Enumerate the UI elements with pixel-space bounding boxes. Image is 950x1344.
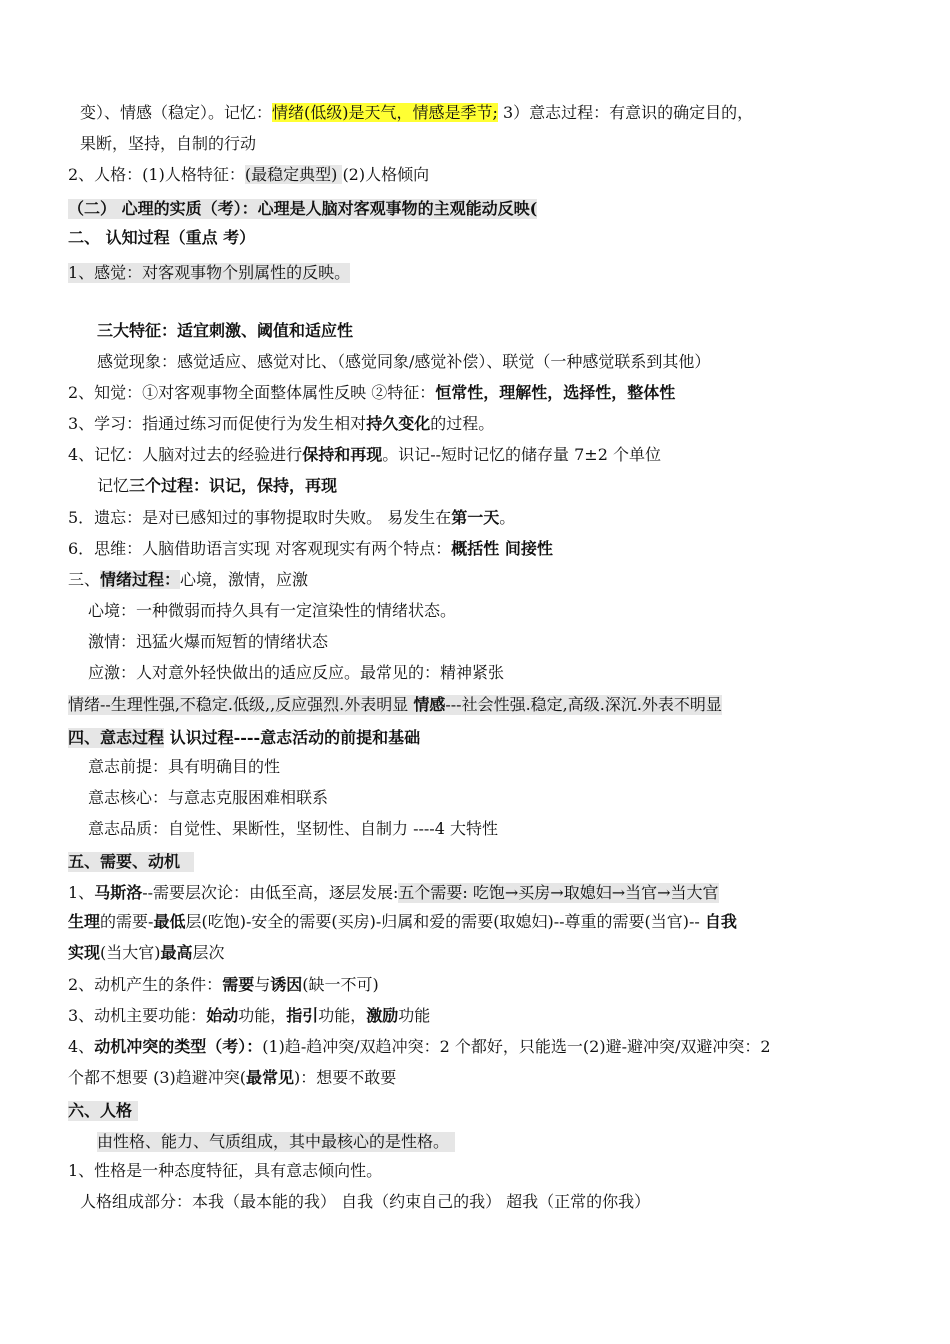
text: 。 — [499, 508, 516, 527]
highlighted-heading: 四、意志过程 — [68, 728, 165, 747]
text: 4、记忆：人脑对过去的经验进行 — [68, 445, 303, 464]
text: 。识记--短时记忆的储存量 7±2 个单位 — [382, 445, 661, 464]
text: 心境，激情，应激 — [180, 570, 309, 589]
heading-personality — [68, 1101, 138, 1121]
text: (2)人格倾向 — [342, 165, 430, 184]
text: 层次 — [192, 943, 225, 962]
line-sensation-phenomena: 感觉现象：感觉适应、感觉对比、（感觉同象/感觉补偿）、联觉（一种感觉联系到其他） — [97, 352, 711, 371]
bold-text: 情感 — [413, 695, 446, 714]
line-sensation — [68, 263, 350, 283]
text: 变）、情感（稳定）。记忆： — [80, 103, 273, 122]
heading-will-process — [68, 728, 420, 748]
highlighted-text: 1、感觉：对客观事物个别属性的反映。 — [68, 263, 351, 282]
text: 1、 — [68, 883, 95, 902]
bold-text: 实现 — [68, 943, 101, 962]
line-personality-composition — [97, 1132, 455, 1152]
bold-text: 始动 — [206, 1006, 239, 1025]
bold-text: 生理 — [68, 912, 101, 931]
text: 认识过程----意志活动的前提和基础 — [164, 728, 421, 747]
bold-text: 需要 — [222, 975, 255, 994]
text: 3、动机主要功能： — [68, 1006, 207, 1025]
text: 功能， — [238, 1006, 287, 1025]
line-stress: 应激：人对意外轻快做出的适应反应。最常见的：精神紧张 — [88, 663, 505, 682]
highlighted-text: 五个需要: 吃饱→买房→取媳妇→当官→当大官 — [398, 883, 719, 902]
line-learning — [68, 416, 494, 432]
bold-text: 概括性 间接性 — [451, 539, 553, 558]
line-will-actions: 果断，坚持，自制的行动 — [80, 134, 257, 153]
line-motivation-conditions — [68, 977, 379, 993]
line-sensation-features: 三大特征：适宜刺激、阈值和适应性 — [97, 321, 354, 340]
text: 的需要- — [100, 912, 154, 931]
text: 3）意志过程：有意识的确定目的， — [497, 103, 754, 122]
text: 三、 — [68, 570, 101, 589]
text: ---社会性强.稳定,高级.深沉.外表不明显 — [445, 695, 722, 714]
line-will-premise: 意志前提：具有明确目的性 — [88, 757, 281, 776]
line-motivation-functions — [68, 1008, 430, 1024]
bold-text: 第一天 — [451, 508, 500, 527]
highlighted-text: 情绪(低级)是天气，情感是季节; — [272, 103, 498, 122]
bold-text: 保持和再现 — [302, 445, 383, 464]
text: 功能 — [398, 1006, 431, 1025]
line-motivation-conflict — [68, 1039, 771, 1055]
line-mood: 心境：一种微弱而持久具有一定渲染性的情绪状态。 — [88, 601, 457, 620]
bold-text: 最低 — [153, 912, 186, 931]
text: 的过程。 — [430, 414, 495, 433]
text: 6．思维：人脑借助语言实现 对客观现实有两个特点： — [68, 539, 452, 558]
text: 与 — [254, 975, 271, 994]
text: (1)趋-趋冲突/双趋冲突：2 个都好，只能选一(2)避-避冲突/双避冲突：2 — [262, 1037, 771, 1056]
line-passion: 激情：迅猛火爆而短暂的情绪状态 — [88, 632, 329, 651]
text: 个都不想要 (3)趋避冲突( — [68, 1068, 246, 1087]
line-will-quality: 意志品质：自觉性、果断性，坚韧性、自制力 ----4 大特性 — [88, 819, 498, 838]
text: 情绪--生理性强,不稳定.低级,,反应强烈.外表明显 — [68, 695, 414, 714]
bold-text: 动机冲突的类型（考）： — [94, 1037, 263, 1056]
highlighted-text: 由性格、能力、气质组成，其中最核心的是性格。 — [97, 1132, 455, 1152]
heading-needs-motivation — [68, 852, 194, 872]
line-personality — [68, 167, 429, 183]
bold-text: 诱因 — [270, 975, 303, 994]
line-perception — [68, 385, 675, 401]
highlighted-heading: 五、需要、动机 — [68, 852, 194, 872]
line-will-core: 意志核心：与意志克服困难相联系 — [88, 788, 329, 807]
line-thinking — [68, 541, 553, 557]
text: 2、知觉：①对客观事物全面整体属性反映 ②特征： — [68, 383, 436, 402]
text: )：想要不敢要 — [294, 1068, 397, 1087]
line-memory — [68, 447, 661, 463]
text: --需要层次论：由低至高，逐层发展: — [142, 883, 399, 902]
text: 记忆 — [97, 476, 130, 495]
highlighted-text: (最稳定典型) — [244, 165, 343, 184]
bold-text: 激励 — [366, 1006, 399, 1025]
bold-text: 自我 — [704, 912, 737, 931]
text: 功能， — [318, 1006, 367, 1025]
text: 2、人格：(1)人格特征： — [68, 165, 245, 184]
line-emotion-memory — [80, 105, 753, 121]
line-forgetting — [68, 510, 515, 526]
bold-text: 三个过程：识记，保持，再现 — [129, 476, 338, 495]
line-needs-levels — [68, 914, 737, 930]
text: 5．遗忘：是对已感知过的事物提取时失败。 易发生在 — [68, 508, 452, 527]
line-emotion-vs-feeling — [68, 695, 722, 715]
line-character: 1、性格是一种态度特征，具有意志倾向性。 — [68, 1161, 383, 1180]
line-personality-parts: 人格组成部分：本我（最本能的我） 自我（约束自己的我） 超我（正常的你我） — [80, 1192, 651, 1211]
text: 2、动机产生的条件： — [68, 975, 223, 994]
text: 4、 — [68, 1037, 95, 1056]
highlighted-heading: 情绪过程： — [100, 570, 181, 589]
bold-text: 最高 — [160, 943, 193, 962]
bold-text: 马斯洛 — [94, 883, 143, 902]
section-mind-essence — [68, 199, 537, 219]
text: 3、学习：指通过练习而促使行为发生相对 — [68, 414, 367, 433]
line-self-actualization — [68, 945, 225, 961]
bold-text: 恒常性，理解性，选择性，整体性 — [435, 383, 676, 402]
heading-cognitive-process: 二、 认知过程（重点 考） — [68, 228, 256, 247]
heading-emotion-process — [68, 572, 308, 588]
bold-text: 指引 — [286, 1006, 319, 1025]
line-conflict-types — [68, 1070, 396, 1086]
line-maslow — [68, 883, 719, 903]
text: (缺一不可) — [302, 975, 379, 994]
line-memory-process — [97, 478, 337, 494]
bold-text: 最常见 — [246, 1068, 295, 1087]
text: 层(吃饱)-安全的需要(买房)-归属和爱的需要(取媳妇)--尊重的需要(当官)-- — [185, 912, 705, 931]
text: (当大官) — [100, 943, 161, 962]
highlighted-heading: （二） 心理的实质（考）：心理是人脑对客观事物的主观能动反映( — [68, 199, 538, 218]
highlighted-heading: 六、人格 — [68, 1101, 138, 1121]
bold-text: 持久变化 — [366, 414, 431, 433]
